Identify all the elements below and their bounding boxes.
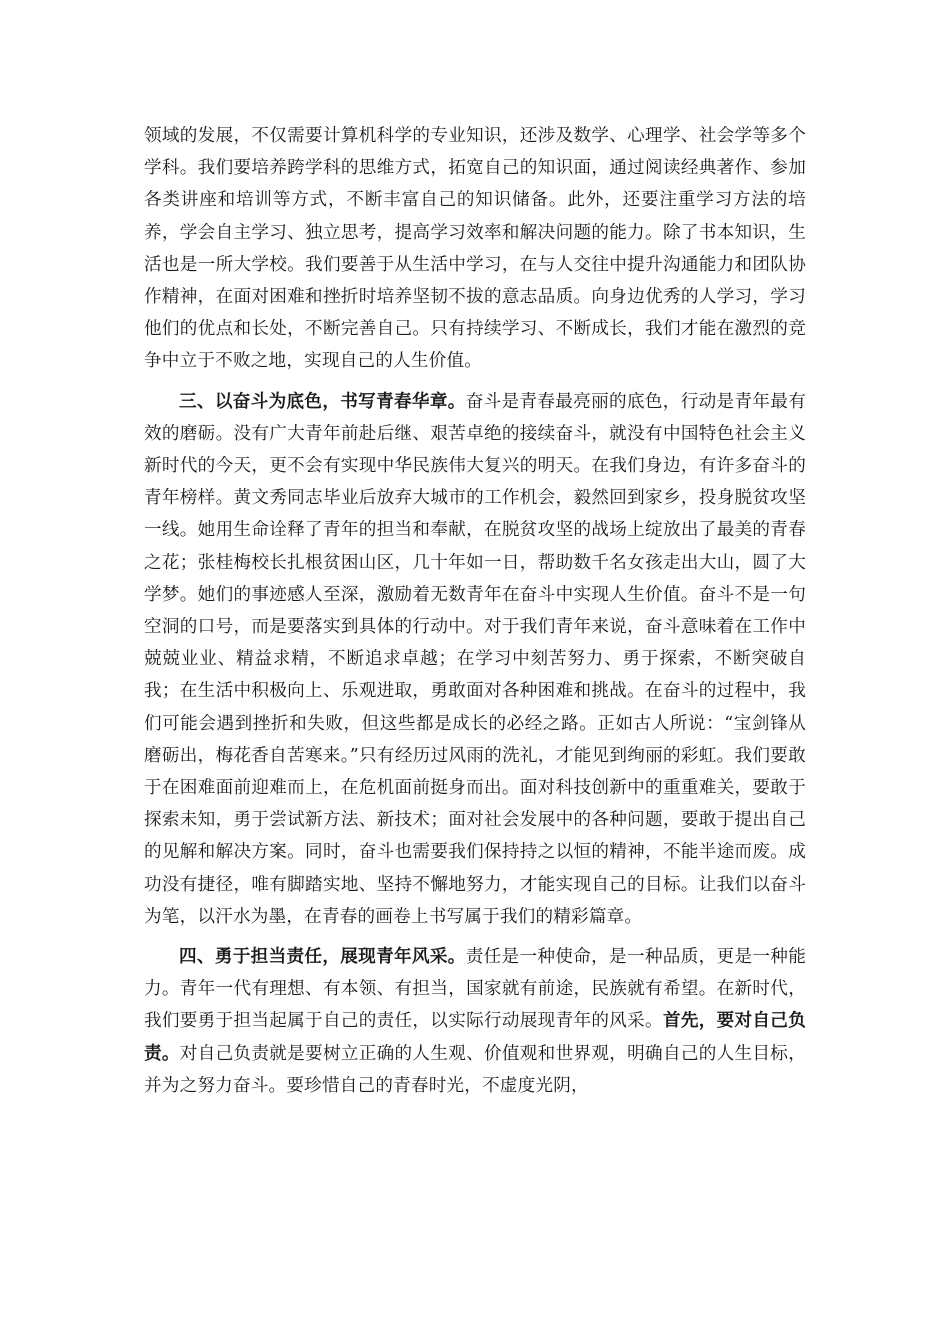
paragraph-struggle: [144, 386, 806, 933]
paragraph-text: 责任是一种使命，是一种品质，更是一种能力。青年一代有理想、有本领、有担当，国家就有前途，民族就有希望。在新时代，我们要勇于担当起属于自己的责任，以实际行动展现青年的风采。: [144, 947, 806, 1032]
paragraph-text: 奋斗是青春最亮丽的底色，行动是青年最有效的磨砺。没有广大青年前赴后继、艰苦卓绝的接续奋斗，就没有中国特色社会主义新时代的今天，更不会有实现中华民族伟大复兴的明天。在我们身边，有许多奋斗的青年榜样。黄文秀同志毕业后放弃大城市的工作机会，毅然回到家乡，投身脱贫攻坚一线。她用生命诠释了青年的担当和奉献，在脱贫攻坚的战场上绽放出了最美的青春之花；张桂梅校长扎根贫困山区，几十年如一日，帮助数千名女孩走出大山，圆了大学梦。她们的事迹感人至深，激励着无数青年在奋斗中实现人生价值。奋斗不是一句空洞的口号，而是要落实到具体的行动中。对于我们青年来说，奋斗意味着在工作中兢兢业业、精益求精，不断追求卓越；在学习中刻苦努力、勇于探索，不断突破自我；在生活中积极向上、乐观进取，勇敢面对各种困难和挑战。在奋斗的过程中，我们可能会遇到挫折和失败，但这些都是成长的必经之路。正如古人所说：“宝剑锋从磨砺出，梅花香自苦寒来。”只有经历过风雨的洗礼，才能见到绚丽的彩虹。我们要敢于在困难面前迎难而上，在危机面前挺身而出。面对科技创新中的重重难关，要敢于探索未知，勇于尝试新方法、新技术；面对社会发展中的各种问题，要敢于提出自己的见解和解决方案。同时，奋斗也需要我们保持持之以恒的精神，不能半途而废。成功没有捷径，唯有脚踏实地、坚持不懈地努力，才能实现自己的目标。让我们以奋斗为笔，以汗水为墨，在青春的画卷上书写属于我们的精彩篇章。: [144, 391, 806, 927]
paragraph-responsibility: [144, 941, 806, 1102]
paragraph-text: 领域的发展，不仅需要计算机科学的专业知识，还涉及数学、心理学、社会学等多个学科。我们要培养跨学科的思维方式，拓宽自己的知识面，通过阅读经典著作、参加各类讲座和培训等方式，不断丰富自己的知识储备。此外，还要注重学习方法的培养，学会自主学习、独立思考，提高学习效率和解决问题的能力。除了书本知识，生活也是一所大学校。我们要善于从生活中学习，在与人交往中提升沟通能力和团队协作精神，在面对困难和挫折时培养坚韧不拔的意志品质。向身边优秀的人学习，学习他们的优点和长处，不断完善自己。只有持续学习、不断成长，我们才能在激烈的竞争中立于不败之地，实现自己的人生价值。: [144, 126, 806, 372]
section-heading-responsibility: 四、勇于担当责任，展现青年风采。: [179, 946, 466, 968]
section-heading-struggle: 三、以奋斗为底色，书写青春华章。: [179, 390, 466, 412]
paragraph-learning: [144, 120, 806, 378]
document-page: [144, 120, 806, 1110]
subheading-self-responsibility: 首先，要对自己负责。: [144, 1010, 806, 1064]
paragraph-text-continued: 对自己负责就是要树立正确的人生观、价值观和世界观，明确自己的人生目标，并为之努力奋斗。要珍惜自己的青春时光，不虚度光阴，: [144, 1043, 806, 1096]
